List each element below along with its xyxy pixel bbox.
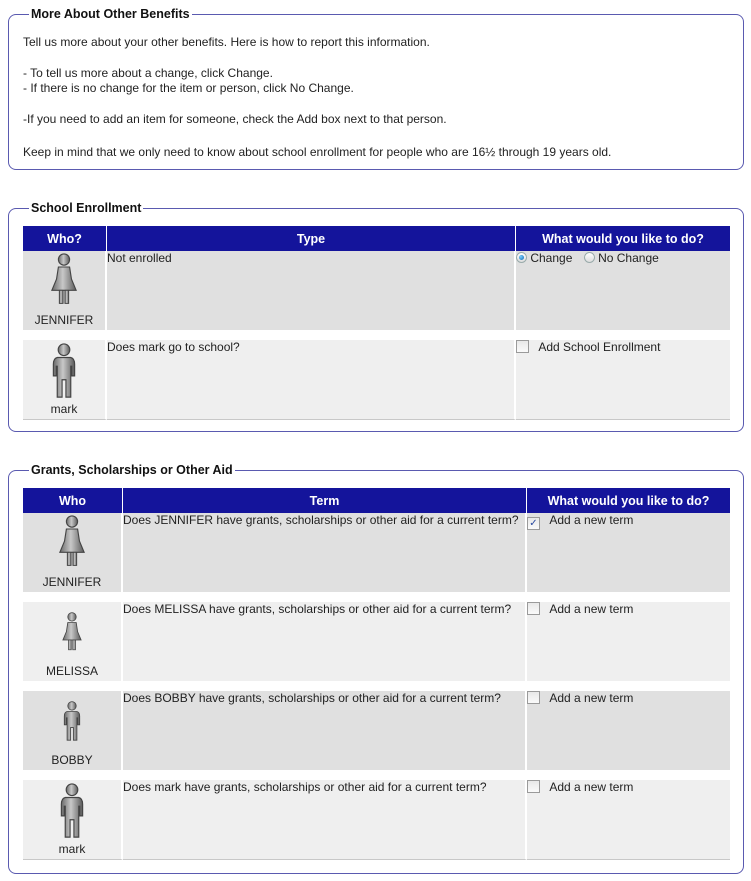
action-cell <box>516 251 730 330</box>
person-cell <box>23 251 107 330</box>
school-enrollment-legend: School Enrollment <box>31 201 142 215</box>
table-row <box>23 780 730 859</box>
change-radio-option[interactable] <box>516 251 576 265</box>
person-name: JENNIFER <box>34 313 94 327</box>
table-row <box>23 513 730 592</box>
add-term-label[interactable]: Add a new term <box>549 780 634 794</box>
col-header-term: Term <box>123 488 527 513</box>
table-row <box>23 251 730 330</box>
person-name: BOBBY <box>51 753 93 767</box>
female-adult-icon <box>57 515 87 571</box>
intro-line: -If you need to add an item for someone, check the Add box next to that person. <box>23 112 447 126</box>
col-header-who: Who? <box>23 226 107 251</box>
male-adult-icon <box>49 343 79 401</box>
add-term-checkbox[interactable]: ✓ <box>527 517 540 530</box>
add-term-checkbox[interactable] <box>527 602 540 615</box>
intro-legend: More About Other Benefits <box>31 7 190 21</box>
add-term-checkbox[interactable] <box>527 780 540 793</box>
person-name: mark <box>58 842 86 856</box>
person-cell <box>23 513 123 592</box>
term-cell: Does MELISSA have grants, scholarships or other aid for a current term? <box>123 602 527 681</box>
col-header-who: Who <box>23 488 123 513</box>
table-row <box>23 340 730 419</box>
no-change-radio[interactable] <box>584 252 595 263</box>
person-name: MELISSA <box>45 664 99 678</box>
person-cell <box>23 602 123 681</box>
col-header-action: What would you like to do? <box>516 226 730 251</box>
grants-table <box>23 488 730 860</box>
action-cell <box>527 513 730 592</box>
action-cell <box>527 780 730 859</box>
change-radio-label[interactable]: Change <box>530 251 573 265</box>
add-school-enrollment-checkbox[interactable] <box>516 340 529 353</box>
add-school-enrollment-label[interactable]: Add School Enrollment <box>538 340 661 354</box>
intro-line: Keep in mind that we only need to know about school enrollment for people who are 16½ through 19 years old. <box>23 145 612 159</box>
no-change-radio-label[interactable]: No Change <box>598 251 659 265</box>
intro-line: - If there is no change for the item or person, click No Change. <box>23 81 354 95</box>
intro-line: - To tell us more about a change, click Change. <box>23 66 273 80</box>
add-term-label[interactable]: Add a new term <box>549 513 634 527</box>
grants-legend: Grants, Scholarships or Other Aid <box>31 463 233 477</box>
person-name: mark <box>50 402 78 416</box>
add-term-checkbox[interactable] <box>527 691 540 704</box>
term-cell: Does JENNIFER have grants, scholarships or other aid for a current term? <box>123 513 527 592</box>
action-cell <box>527 602 730 681</box>
grants-panel <box>8 463 744 874</box>
col-header-type: Type <box>107 226 516 251</box>
person-name: JENNIFER <box>42 575 102 589</box>
school-enrollment-panel <box>8 201 744 432</box>
female-child-icon <box>61 612 83 654</box>
male-adult-icon <box>57 783 87 841</box>
change-radio[interactable] <box>516 252 527 263</box>
action-cell <box>527 691 730 770</box>
add-term-label[interactable]: Add a new term <box>549 602 634 616</box>
action-cell <box>516 340 730 419</box>
person-cell <box>23 780 123 859</box>
col-header-action: What would you like to do? <box>527 488 730 513</box>
table-row <box>23 602 730 681</box>
type-cell: Does mark go to school? <box>107 340 516 419</box>
school-enrollment-table <box>23 226 730 420</box>
male-child-icon <box>61 701 83 743</box>
intro-panel <box>8 7 744 170</box>
add-term-label[interactable]: Add a new term <box>549 691 634 705</box>
female-adult-icon <box>49 253 79 309</box>
person-cell <box>23 340 107 419</box>
type-cell: Not enrolled <box>107 251 516 330</box>
intro-line: Tell us more about your other benefits. Here is how to report this information. <box>23 35 430 49</box>
term-cell: Does BOBBY have grants, scholarships or other aid for a current term? <box>123 691 527 770</box>
person-cell <box>23 691 123 770</box>
table-row <box>23 691 730 770</box>
no-change-radio-option[interactable] <box>584 251 659 265</box>
term-cell: Does mark have grants, scholarships or other aid for a current term? <box>123 780 527 859</box>
